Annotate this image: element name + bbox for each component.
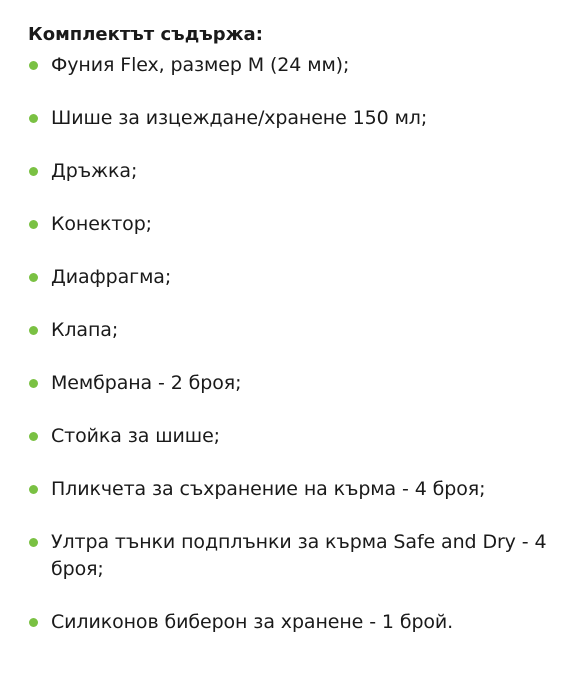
bullet-icon [29,485,38,494]
contents-list [28,52,563,636]
list-item-text: Дръжка; [51,160,138,182]
bullet-icon [29,114,38,123]
bullet-icon [29,273,38,282]
list-item-text: Мембрана - 2 броя; [51,372,242,394]
list-item [28,423,563,450]
list-item-text: Фуния Flex, размер М (24 мм); [51,54,350,76]
list-item-text: Диафрагма; [51,266,172,288]
list-item-text: Ултра тънки подплънки за кърма Safe and Dry - 4 броя; [51,531,547,580]
list-item [28,476,563,503]
list-item [28,105,563,132]
bullet-icon [29,61,38,70]
list-item [28,529,563,583]
list-item [28,52,563,79]
list-item [28,317,563,344]
list-item-text: Конектор; [51,213,152,235]
bullet-icon [29,432,38,441]
list-item-text: Силиконов биберон за хранене - 1 брой. [51,611,454,633]
list-item-text: Пликчета за съхранение на кърма - 4 броя; [51,478,486,500]
bullet-icon [29,538,38,547]
bullet-icon [29,220,38,229]
list-item [28,609,563,636]
list-item [28,211,563,238]
list-item-text: Шише за изцеждане/хранене 150 мл; [51,107,428,129]
list-item-text: Стойка за шише; [51,425,220,447]
bullet-icon [29,326,38,335]
bullet-icon [29,167,38,176]
list-item-text: Клапа; [51,319,119,341]
list-item [28,158,563,185]
bullet-icon [29,618,38,627]
list-item [28,264,563,291]
bullet-icon [29,379,38,388]
list-item [28,370,563,397]
section-heading: Комплектът съдържа: [28,24,263,45]
